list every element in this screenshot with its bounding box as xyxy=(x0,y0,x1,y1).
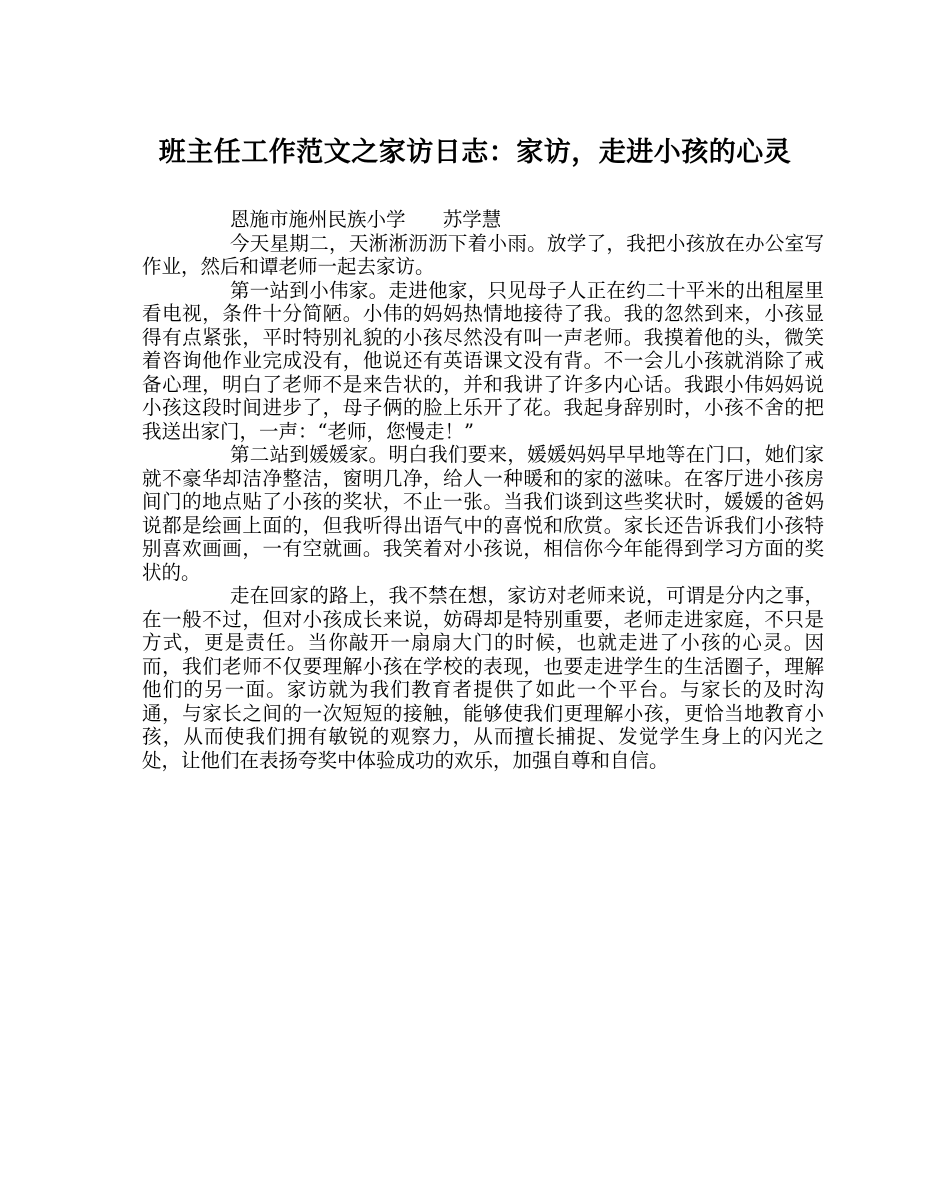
document-body xyxy=(142,208,824,772)
document-title: 班主任工作范文之家访日志：家访，走进小孩的心灵 xyxy=(158,137,792,168)
paragraph-2: 第一站到小伟家。走进他家，只见母子人正在约二十平米的出租屋里看电视，条件十分简陋。小伟的妈妈热情地接待了我。我的忽然到来，小孩显得有点紧张，平时特别礼貌的小孩尽然没有叫一声老师。我摸着他的头，微笑着咨询他作业完成没有，他说还有英语课文没有背。不一会儿小孩就消除了戒备心理，明白了老师不是来告状的，并和我讲了许多内心话。我跟小伟妈妈说小孩这段时间进步了，母子俩的脸上乐开了花。我起身辞别时，小孩不舍的把我送出家门，一声：“老师，您慢走！” xyxy=(142,278,824,443)
paragraph-4: 走在回家的路上，我不禁在想，家访对老师来说，可谓是分内之事，在一般不过，但对小孩成长来说，妨碍却是特别重要，老师走进家庭，不只是方式，更是责任。当你敲开一扇扇大门的时候，也就走进了小孩的心灵。因而，我们老师不仅要理解小孩在学校的表现，也要走进学生的生活圈子，理解他们的另一面。家访就为我们教育者提供了如此一个平台。与家长的及时沟通，与家长之间的一次短短的接触，能够使我们更理解小孩，更恰当地教育小孩，从而使我们拥有敏锐的观察力，从而擅长捕捉、发觉学生身上的闪光之处，让他们在表扬夸奖中体验成功的欢乐，加强自尊和自信。 xyxy=(142,584,824,772)
paragraph-1: 今天星期二，天淅淅沥沥下着小雨。放学了，我把小孩放在办公室写作业，然后和谭老师一起去家访。 xyxy=(142,231,824,278)
paragraph-3: 第二站到媛媛家。明白我们要来，媛媛妈妈早早地等在门口，她们家就不豪华却洁净整洁，窗明几净，给人一种暖和的家的滋味。在客厅进小孩房间门的地点贴了小孩的奖状，不止一张。当我们谈到这些奖状时，媛媛的爸妈说都是绘画上面的，但我听得出语气中的喜悦和欣赏。家长还告诉我们小孩特别喜欢画画，一有空就画。我笑着对小孩说，相信你今年能得到学习方面的奖状的。 xyxy=(142,443,824,584)
author-byline: 恩施市施州民族小学 苏学慧 xyxy=(230,208,502,231)
